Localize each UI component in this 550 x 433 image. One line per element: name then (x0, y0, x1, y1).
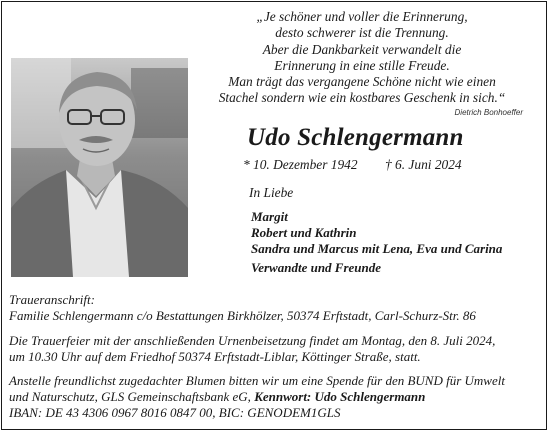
address-label: Traueranschrift: (9, 292, 95, 307)
death-date: † 6. Juni 2024 (385, 157, 462, 172)
donation-block (9, 373, 545, 420)
quote-line: desto schwerer ist die Trennung. (275, 25, 449, 41)
address-block (9, 292, 545, 324)
birth-date: * 10. Dezember 1942 (243, 157, 358, 172)
quote-line: „Je schöner und voller die Erinnerung, (256, 9, 468, 24)
bank-details: IBAN: DE 43 4306 0967 8016 0847 00, BIC: GENODEM1GLS (9, 404, 341, 420)
donation-line: Anstelle freundlichst zugedachter Blumen bitten wir um eine Spende für den BUND für Umwelt (9, 373, 505, 388)
mourner-entry: Margit (251, 209, 288, 224)
donation-keyword: Kennwort: Udo Schlengermann (254, 388, 426, 404)
quote-line: Stachel sondern wie ein kostbares Geschenk in sich.“ (218, 90, 506, 106)
deceased-name: Udo Schlengermann (247, 124, 464, 151)
quote-line: Aber die Dankbarkeit verwandelt die (262, 41, 462, 57)
ceremony-line: um 10.30 Uhr auf dem Friedhof 50374 Erftstadt-Liblar, Köttinger Straße, statt. (9, 348, 421, 364)
donation-text: und Naturschutz, GLS Gemeinschaftsbank eG, (9, 388, 255, 404)
donation-line (9, 389, 545, 405)
mourner-entry: Verwandte und Freunde (251, 260, 382, 276)
mourner-entry: Sandra und Marcus mit Lena, Eva und Carina (251, 240, 503, 256)
memorial-quote (212, 9, 512, 107)
mourners-intro: In Liebe (249, 185, 294, 200)
mourner-entry: Robert und Kathrin (251, 224, 357, 240)
quote-line: Man trägt das vergangene Schöne nicht wie einen (228, 74, 496, 90)
ceremony-line: Die Trauerfeier mit der anschließenden Urnenbeisetzung findet am Montag, den 8. Juli 2024, (9, 333, 496, 348)
mourners-list (251, 209, 502, 276)
portrait-photo (11, 58, 188, 277)
address-line: Familie Schlengermann c/o Bestattungen Birkhölzer, 50374 Erftstadt, Carl-Schurz-Str. 86 (9, 307, 476, 323)
quote-line: Erinnerung in eine stille Freude. (274, 57, 450, 73)
ceremony-block (9, 333, 545, 365)
quote-author: Dietrich Bonhoeffer (454, 108, 523, 117)
